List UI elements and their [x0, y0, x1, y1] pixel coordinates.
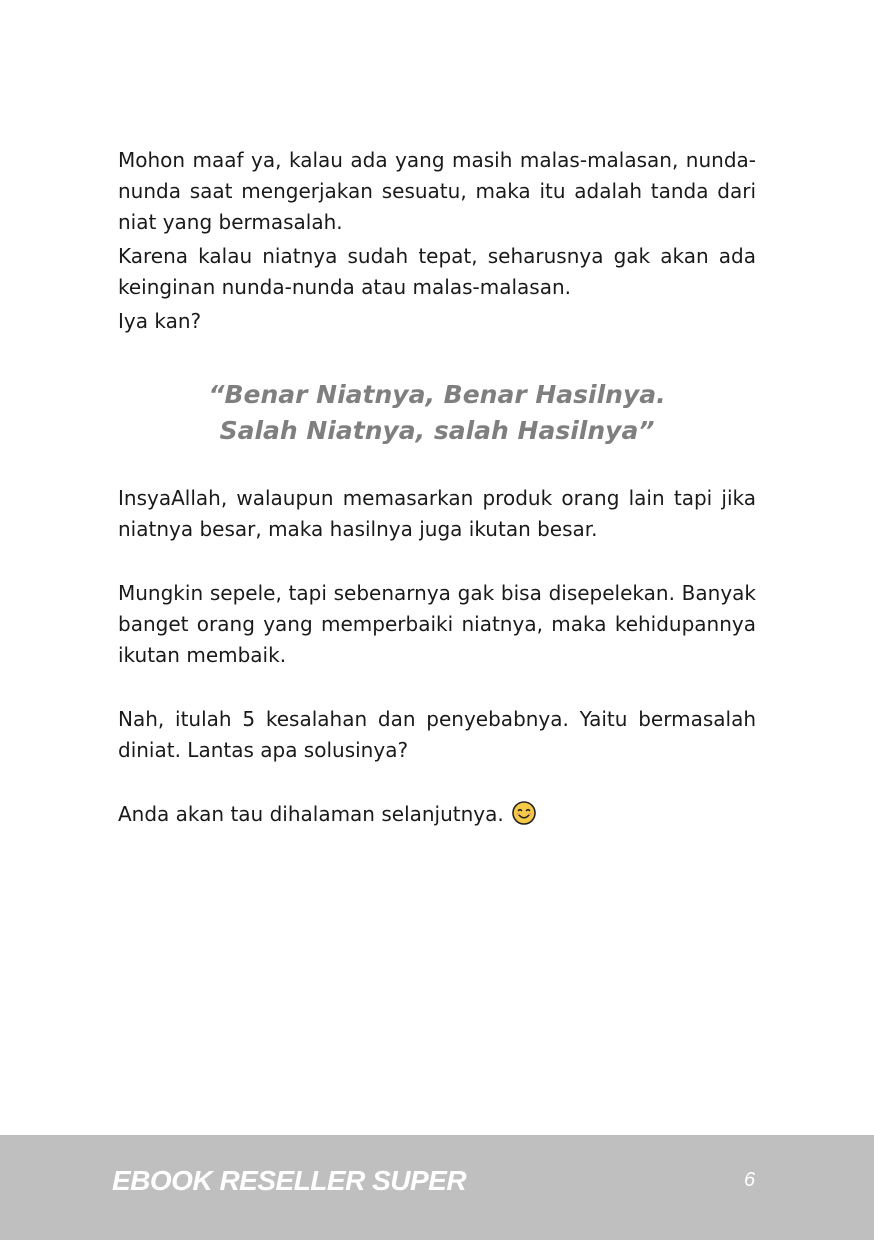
paragraph-insyaallah: InsyaAllah, walaupun memasarkan produk orang lain tapi jika niatnya besar, maka hasilnya juga ikutan besar.	[118, 486, 756, 541]
paragraph-selanjutnya	[118, 799, 756, 830]
paragraph-iya-kan: Iya kan?	[118, 309, 202, 333]
paragraph-mungkin-sepele: Mungkin sepele, tapi sebenarnya gak bisa disepelekan. Banyak banget orang yang memperbaiki niatnya, maka kehidupannya ikutan membaik.	[118, 581, 756, 667]
quote-line-2: Salah Niatnya, salah Hasilnya”	[219, 416, 655, 445]
footer-book-title: EBOOK RESELLER SUPER	[112, 1165, 467, 1196]
smiling-face-icon	[512, 801, 536, 825]
paragraph-kesalahan: Nah, itulah 5 kesalahan dan penyebabnya. Yaitu bermasalah diniat. Lantas apa solusinya?	[118, 707, 756, 762]
closing-text: Anda akan tau dihalaman selanjutnya.	[118, 802, 504, 826]
page-footer	[0, 1135, 874, 1240]
page-content	[118, 145, 756, 830]
page-number: 6	[744, 1169, 756, 1191]
paragraph-niat-bermasalah: Mohon maaf ya, kalau ada yang masih malas-malasan, nunda-nunda saat mengerjakan sesuatu, maka itu adalah tanda dari niat yang bermasalah.	[118, 148, 756, 234]
quote-line-1: “Benar Niatnya, Benar Hasilnya.	[208, 380, 666, 409]
paragraph-niat-tepat: Karena kalau niatnya sudah tepat, seharusnya gak akan ada keinginan nunda-nunda atau malas-malasan.	[118, 244, 756, 299]
pull-quote	[118, 377, 756, 449]
